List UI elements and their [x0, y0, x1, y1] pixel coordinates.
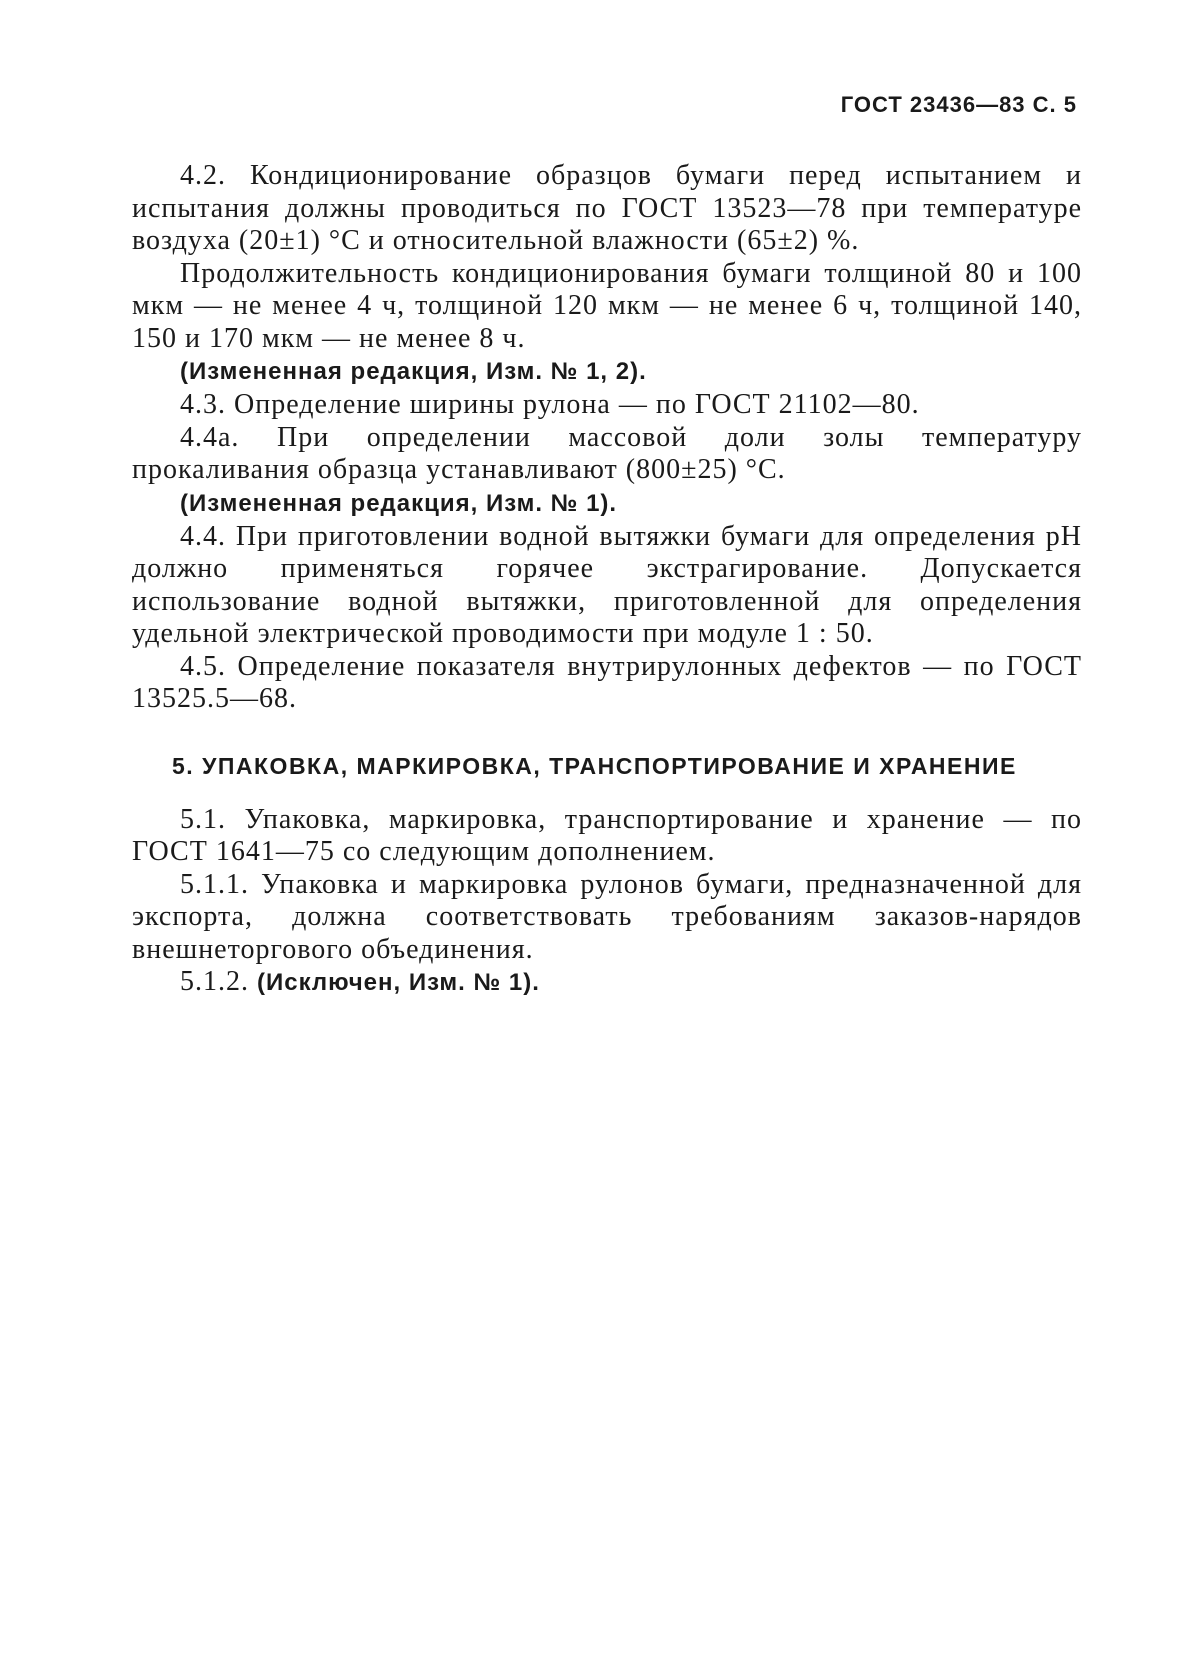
paragraph-5-1: 5.1. Упаковка, маркировка, транспортирование и хранение — по ГОСТ 1641—75 со следующим дополнением.: [132, 803, 1082, 867]
paragraph-4-5: 4.5. Определение показателя внутрирулонных дефектов — по ГОСТ 13525.5—68.: [132, 650, 1082, 714]
revision-note: (Измененная редакция, Изм. № 1, 2).: [180, 358, 647, 385]
paragraph-4-4a: 4.4а. При определении массовой доли золы температуру прокаливания образца устанавливают (800±25) °С.: [132, 421, 1082, 485]
paragraph-4-3: 4.3. Определение ширины рулона — по ГОСТ 21102—80.: [180, 389, 920, 420]
section-5-title: 5. УПАКОВКА, МАРКИРОВКА, ТРАНСПОРТИРОВАНИЕ И ХРАНЕНИЕ: [172, 752, 1017, 779]
paragraph-4-2-duration: Продолжительность кондиционирования бумаги толщиной 80 и 100 мкм — не менее 4 ч, толщиной 120 мкм — не менее 6 ч, толщиной 140, 150 и 170 мкм — не менее 8 ч.: [132, 257, 1082, 354]
paragraph-5-1-2-number: 5.1.2.: [180, 966, 249, 997]
paragraph-5-1-1: 5.1.1. Упаковка и маркировка рулонов бумаги, предназначенной для экспорта, должна соответствовать требованиям заказов-нарядов внешнеторгового объединения.: [132, 868, 1082, 965]
revision-note: (Измененная редакция, Изм. № 1).: [180, 489, 618, 517]
paragraph-4-4: 4.4. При приготовлении водной вытяжки бумаги для определения рН должно применяться горячее экстрагирование. Допускается использование водной вытяжки, приготовленной для определения удельной электрической проводимости при модуле 1 : 50.: [132, 520, 1082, 649]
paragraph-5-1-2: [132, 966, 1082, 1000]
page-header: ГОСТ 23436—83 С. 5: [840, 92, 1077, 117]
document-body: [132, 160, 1082, 1000]
paragraph-5-1-2-status: (Исключен, Изм. № 1).: [257, 969, 540, 996]
paragraph-4-2: 4.2. Кондиционирование образцов бумаги перед испытанием и испытания должны проводиться по ГОСТ 13523—78 при температуре воздуха (20±1) °С и относительной влажности (65±2) %.: [132, 160, 1082, 256]
